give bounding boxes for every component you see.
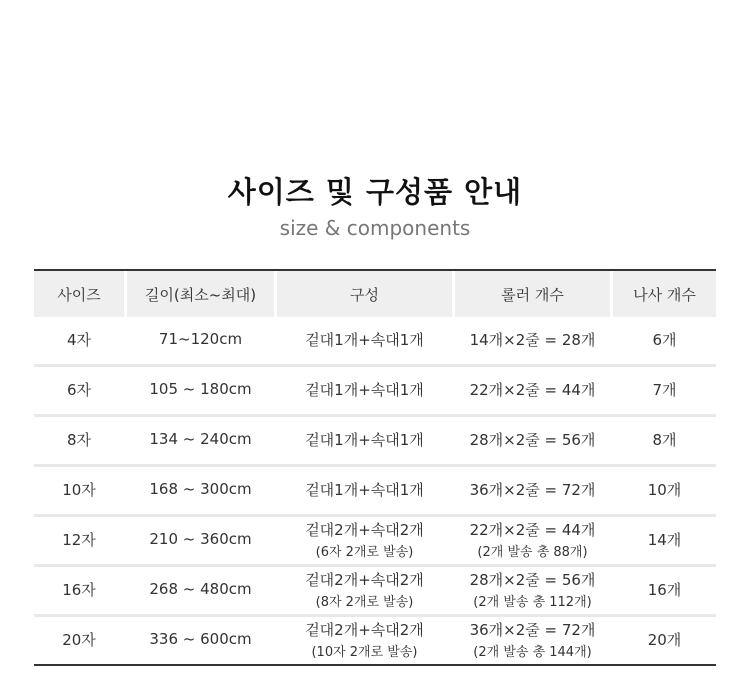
rollers-text: 28개×2줄 = 56개 bbox=[469, 430, 596, 449]
cell-size: 16자 bbox=[34, 567, 127, 611]
cell-screws: 7개 bbox=[652, 380, 677, 399]
cell-composition bbox=[277, 517, 455, 561]
cell-screws: 20개 bbox=[647, 630, 682, 649]
cell-screws: 14개 bbox=[647, 530, 682, 549]
cell-length: 268 ~ 480cm bbox=[127, 567, 277, 611]
cell-composition bbox=[277, 467, 455, 511]
rollers-note: (2개 발송 총 144개) bbox=[473, 644, 592, 660]
composition-text: 겉대1개+속대1개 bbox=[305, 380, 424, 399]
composition-note: (8자 2개로 발송) bbox=[315, 594, 414, 610]
composition-note: (6자 2개로 발송) bbox=[315, 544, 414, 560]
table-row bbox=[34, 614, 716, 664]
header-rollers: 롤러 개수 bbox=[455, 271, 613, 317]
cell-rollers bbox=[455, 317, 613, 361]
cell-length: 168 ~ 300cm bbox=[127, 467, 277, 511]
rollers-text: 22개×2줄 = 44개 bbox=[469, 380, 596, 399]
cell-size: 12자 bbox=[34, 517, 127, 561]
size-table bbox=[34, 269, 716, 666]
cell-screws: 16개 bbox=[647, 580, 682, 599]
rollers-text: 22개×2줄 = 44개 bbox=[469, 520, 596, 539]
cell-rollers bbox=[455, 367, 613, 411]
rollers-text: 36개×2줄 = 72개 bbox=[469, 620, 596, 639]
rollers-text: 14개×2줄 = 28개 bbox=[469, 330, 596, 349]
cell-size: 20자 bbox=[34, 617, 127, 661]
cell-length: 105 ~ 180cm bbox=[127, 367, 277, 411]
cell-screws: 6개 bbox=[652, 330, 677, 349]
cell-size: 10자 bbox=[34, 467, 127, 511]
header-size: 사이즈 bbox=[34, 271, 127, 317]
composition-text: 겉대1개+속대1개 bbox=[305, 430, 424, 449]
cell-length: 71~120cm bbox=[127, 317, 277, 361]
cell-rollers bbox=[455, 417, 613, 461]
rollers-text: 28개×2줄 = 56개 bbox=[469, 570, 596, 589]
table-row bbox=[34, 514, 716, 564]
table-row bbox=[34, 564, 716, 614]
table-row bbox=[34, 414, 716, 464]
cell-length: 134 ~ 240cm bbox=[127, 417, 277, 461]
cell-size: 4자 bbox=[34, 317, 127, 361]
header-length: 길이(최소~최대) bbox=[127, 271, 277, 317]
composition-text: 겉대2개+속대2개 bbox=[305, 570, 424, 589]
table-row bbox=[34, 317, 716, 364]
cell-screws: 10개 bbox=[647, 480, 682, 499]
composition-text: 겉대1개+속대1개 bbox=[305, 330, 424, 349]
page-title: 사이즈 및 구성품 안내 bbox=[227, 175, 523, 209]
composition-text: 겉대2개+속대2개 bbox=[305, 620, 424, 639]
table-header-row bbox=[34, 271, 716, 317]
rollers-text: 36개×2줄 = 72개 bbox=[469, 480, 596, 499]
rollers-note: (2개 발송 총 88개) bbox=[477, 544, 588, 560]
page-subtitle: size & components bbox=[279, 216, 471, 240]
cell-rollers bbox=[455, 567, 613, 611]
cell-rollers bbox=[455, 467, 613, 511]
cell-size: 8자 bbox=[34, 417, 127, 461]
header-composition: 구성 bbox=[277, 271, 455, 317]
cell-composition bbox=[277, 367, 455, 411]
cell-length: 336 ~ 600cm bbox=[127, 617, 277, 661]
header-screws: 나사 개수 bbox=[613, 271, 716, 317]
cell-rollers bbox=[455, 517, 613, 561]
cell-rollers bbox=[455, 617, 613, 661]
rollers-note: (2개 발송 총 112개) bbox=[473, 594, 592, 610]
composition-text: 겉대2개+속대2개 bbox=[305, 520, 424, 539]
composition-text: 겉대1개+속대1개 bbox=[305, 480, 424, 499]
cell-composition bbox=[277, 567, 455, 611]
cell-composition bbox=[277, 417, 455, 461]
cell-composition bbox=[277, 617, 455, 661]
table-row bbox=[34, 464, 716, 514]
composition-note: (10자 2개로 발송) bbox=[311, 644, 418, 660]
cell-screws: 8개 bbox=[652, 430, 677, 449]
table-row bbox=[34, 364, 716, 414]
cell-length: 210 ~ 360cm bbox=[127, 517, 277, 561]
cell-size: 6자 bbox=[34, 367, 127, 411]
cell-composition bbox=[277, 317, 455, 361]
